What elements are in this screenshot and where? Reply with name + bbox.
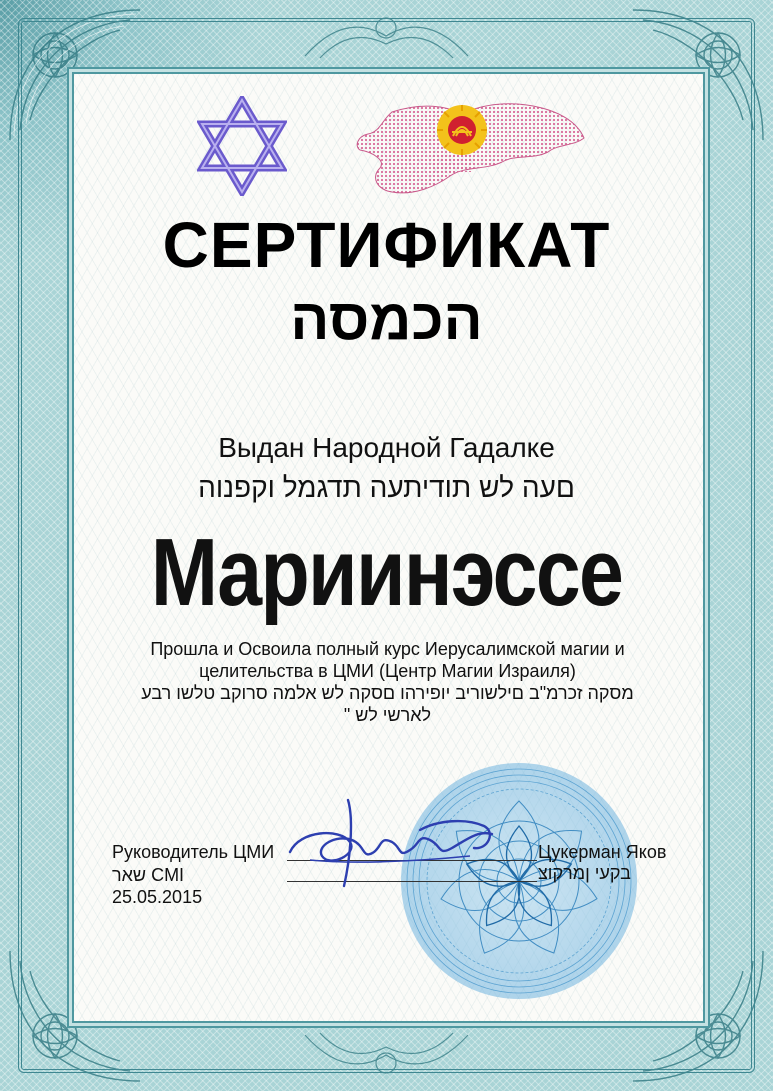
body-line: " לארשי לש <box>343 705 432 725</box>
body-line: целительства в ЦМИ (Центр Магии Израиля) <box>199 661 576 681</box>
issued-to-text-hebrew: םעה לש תודיתעה תדגמל וקפנוה <box>198 472 575 503</box>
certificate-title: СЕРТИФИКАТ <box>162 209 611 281</box>
kyrgyzstan-map-flag-icon <box>352 94 590 210</box>
certificate-body <box>95 638 680 726</box>
issued-to-text: Выдан Народной Гадалке <box>218 432 555 463</box>
certificate-title-hebrew: הכמסה <box>290 287 483 352</box>
body-line: Прошла и Освоила полный курс Иерусалимской магии и <box>150 639 625 659</box>
signer-name-hebrew: בקעי ןמרקוצ <box>538 863 631 883</box>
director-label: Руководитель ЦМИ <box>112 842 275 862</box>
handwritten-signature <box>270 790 520 900</box>
recipient-name: Мариинэссе <box>150 519 623 626</box>
signer-name: Цукерман Яков <box>538 842 667 862</box>
star-of-david-icon <box>197 96 287 196</box>
certificate-date: 25.05.2015 <box>112 887 203 907</box>
body-line: מסקה זכרמ"ב םילשוריב יופירהו םסקה לש אלמה סרוקב טלשו רבע <box>141 683 634 703</box>
director-label-hebrew: שאר CMI <box>112 865 185 885</box>
